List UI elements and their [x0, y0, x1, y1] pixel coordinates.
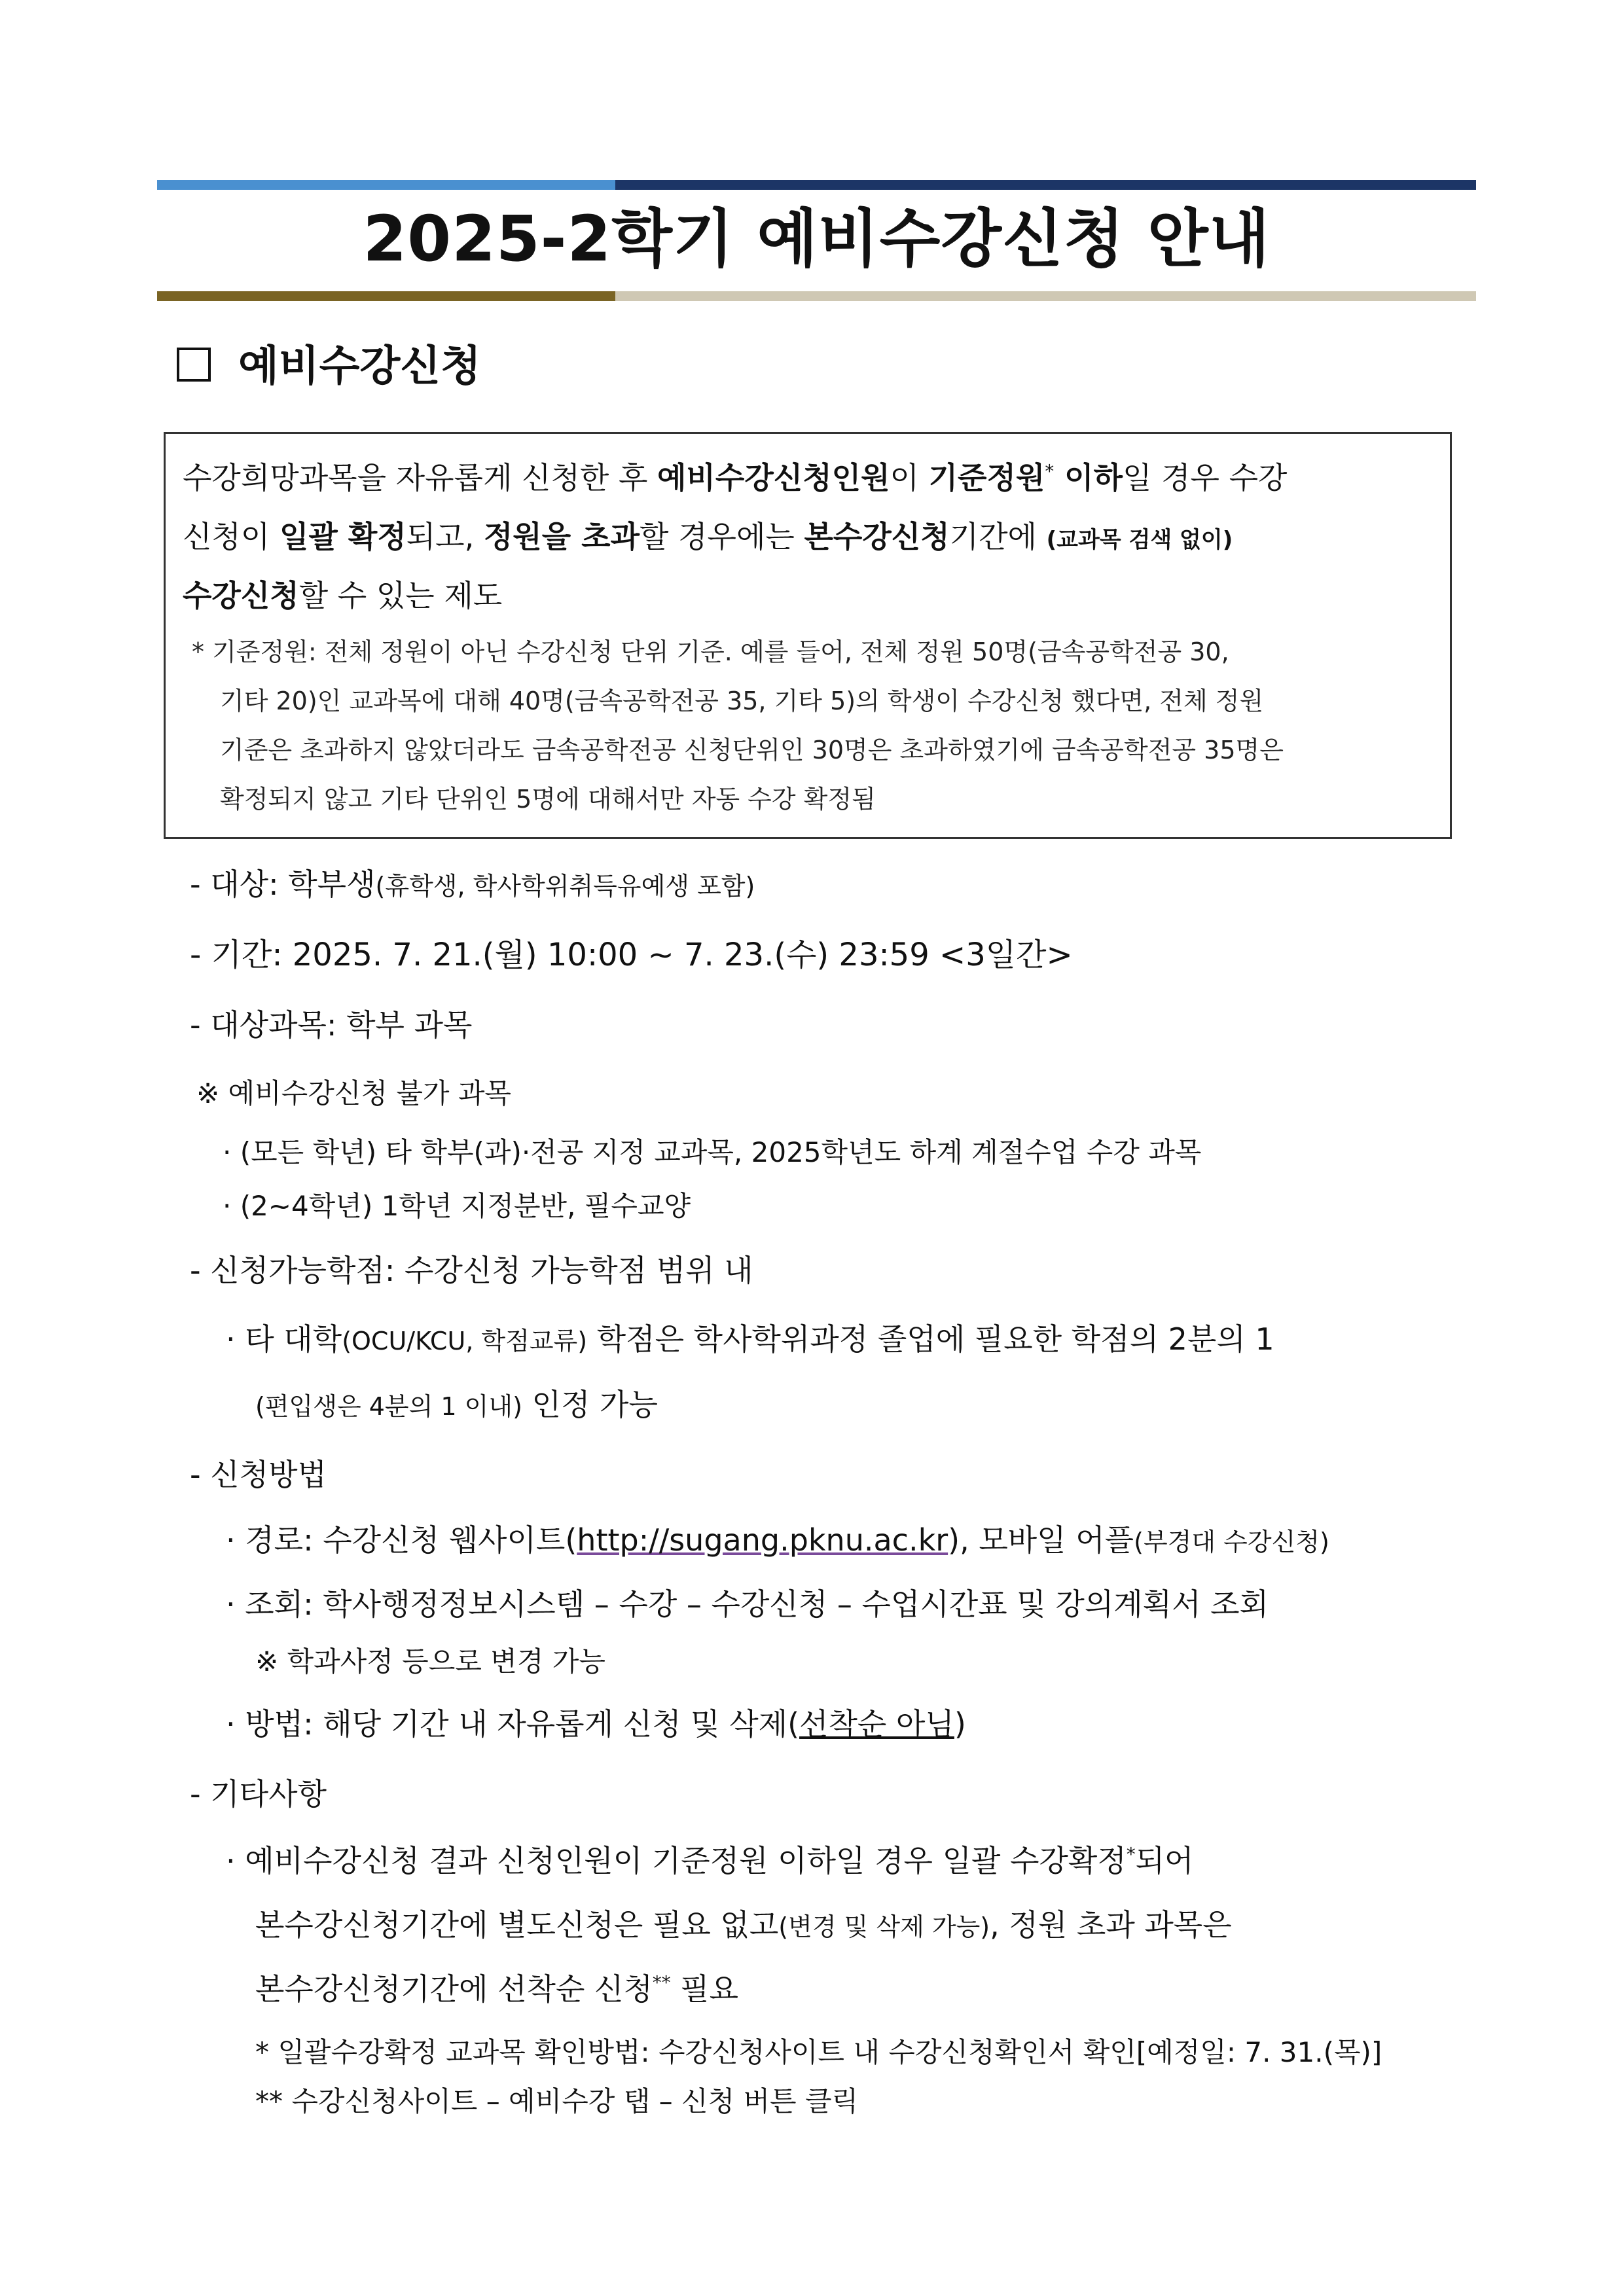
section-heading-text: 예비수강신청 — [238, 342, 481, 391]
excluded-item-2: · (2~4학년) 1학년 지정분반, 필수교양 — [223, 1190, 691, 1222]
method-line: - 신청방법 — [190, 1457, 327, 1492]
etc-line: - 기타사항 — [190, 1776, 327, 1812]
title-bottom-bar-light — [615, 291, 1476, 301]
box-line-1: 수강희망과목을 자유롭게 신청한 후 예비수강신청인원이 기준정원* 이하일 경우 수강 — [183, 460, 1288, 495]
courses-line: - 대상과목: 학부 과목 — [190, 1007, 473, 1043]
title-top-bar-dark — [615, 180, 1476, 190]
footnote-2: ** 수강신청사이트 – 예비수강 탭 – 신청 버튼 클릭 — [255, 2085, 859, 2117]
sugang-link[interactable]: http://sugang.pknu.ac.kr — [577, 1522, 948, 1558]
box-note-4: 확정되지 않고 기타 단위인 5명에 대해서만 자동 수강 확정됨 — [220, 785, 876, 814]
route-line: · 경로: 수강신청 웹사이트(http://sugang.pknu.ac.kr), 모바일 어플(부경대 수강신청) — [226, 1522, 1329, 1558]
title-top-bar-light — [157, 180, 615, 190]
title-bottom-bar-dark — [157, 291, 615, 301]
lookup-line: · 조회: 학사행정정보시스템 – 수강 – 수강신청 – 수업시간표 및 강의계획서 조회 — [226, 1587, 1269, 1622]
lookup-note: ※ 학과사정 등으로 변경 가능 — [255, 1645, 605, 1677]
period-line: - 기간: 2025. 7. 21.(월) 10:00 ~ 7. 23.(수) 23:59 <3일간> — [190, 937, 1073, 973]
credits-line: - 신청가능학점: 수강신청 가능학점 범위 내 — [190, 1253, 753, 1288]
section-heading — [177, 340, 481, 393]
box-line-3: 수강신청할 수 있는 제도 — [183, 578, 503, 613]
credits-item-1: · 타 대학(OCU/KCU, 학점교류) 학점은 학사학위과정 졸업에 필요한 학점의 2분의 1 — [226, 1321, 1274, 1357]
page-title: 2025-2학기 예비수강신청 안내 — [363, 202, 1271, 276]
definition-box — [164, 432, 1452, 839]
checkbox-square-icon — [177, 348, 211, 382]
box-note-2: 기타 20)인 교과목에 대해 40명(금속공학전공 35, 기타 5)의 학생이 수강신청 했다면, 전체 정원 — [220, 687, 1264, 715]
etc-item-2: 본수강신청기간에 별도신청은 필요 없고(변경 및 삭제 가능), 정원 초과 과목은 — [255, 1907, 1232, 1943]
etc-item-1: · 예비수강신청 결과 신청인원이 기준정원 이하일 경우 일괄 수강확정*되어 — [226, 1843, 1194, 1878]
credits-item-2: (편입생은 4분의 1 이내) 인정 가능 — [255, 1387, 658, 1422]
footnote-1: * 일괄수강확정 교과목 확인방법: 수강신청사이트 내 수강신청확인서 확인[예정일: 7. 31.(목)] — [255, 2036, 1382, 2068]
excluded-title: ※ 예비수강신청 불가 과목 — [196, 1077, 511, 1109]
how-line: · 방법: 해당 기간 내 자유롭게 신청 및 삭제(선착순 아님) — [226, 1706, 966, 1742]
etc-item-3: 본수강신청기간에 선착순 신청** 필요 — [255, 1971, 739, 2007]
box-line-2: 신청이 일괄 확정되고, 정원을 초과할 경우에는 본수강신청기간에 (교과목 검색 없이) — [183, 519, 1233, 554]
box-note-1: * 기준정원: 전체 정원이 아닌 수강신청 단위 기준. 예를 들어, 전체 정원 50명(금속공학전공 30, — [192, 637, 1229, 666]
box-note-3: 기준은 초과하지 않았더라도 금속공학전공 신청단위인 30명은 초과하였기에 금속공학전공 35명은 — [220, 736, 1284, 764]
excluded-item-1: · (모든 학년) 타 학부(과)·전공 지정 교과목, 2025학년도 하계 계절수업 수강 과목 — [223, 1136, 1202, 1168]
target-line: - 대상: 학부생(휴학생, 학사학위취득유예생 포함) — [190, 867, 755, 902]
